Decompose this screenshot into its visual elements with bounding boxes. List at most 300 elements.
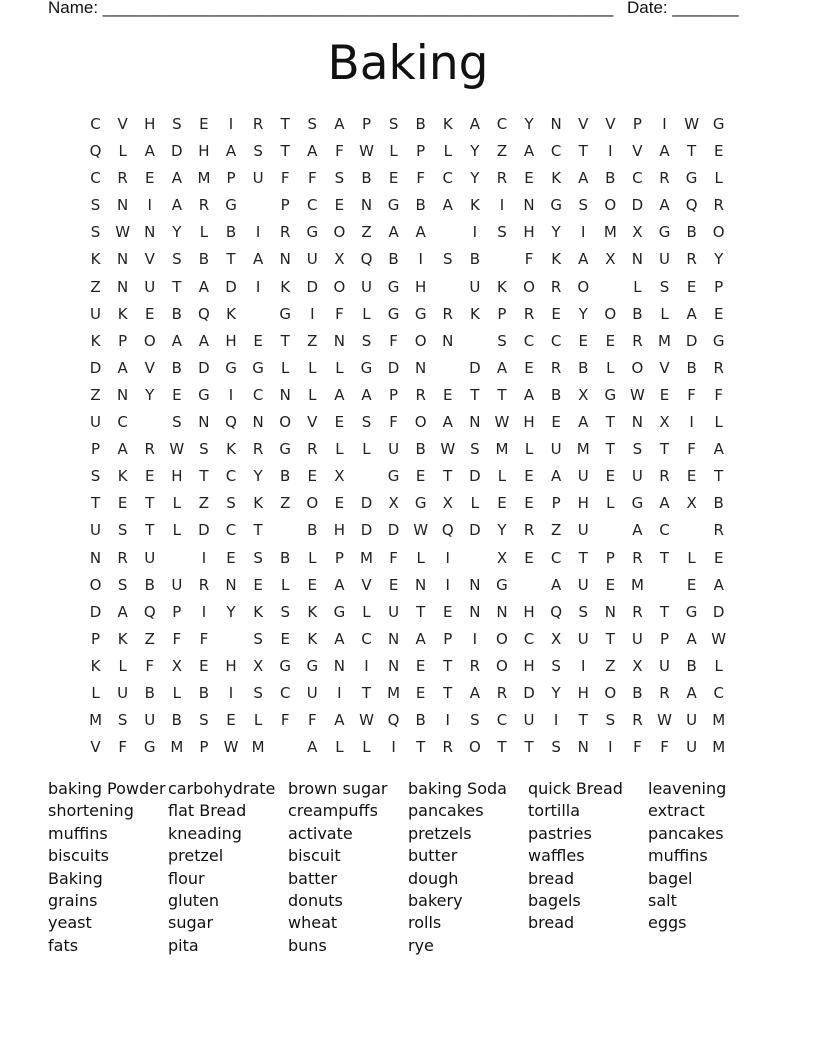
grid-row	[82, 382, 732, 409]
grid-cell: E	[334, 494, 345, 513]
grid-cell: G	[387, 196, 400, 215]
grid-cell: C	[90, 169, 101, 188]
grid-cell: I	[147, 196, 152, 215]
grid-cell: A	[686, 683, 697, 702]
grid-cell: T	[280, 331, 290, 350]
grid-cell	[245, 301, 272, 328]
grid-cell: L	[308, 358, 317, 377]
word-list-item: donuts	[288, 890, 343, 910]
grid-cell: L	[714, 656, 723, 675]
grid-cell: A	[469, 683, 480, 702]
grid-cell: B	[578, 358, 589, 377]
grid-cell: N	[442, 331, 454, 350]
grid-cell: N	[117, 277, 129, 296]
grid-cell: P	[714, 277, 724, 296]
grid-cell: B	[361, 169, 372, 188]
grid-cell: M	[197, 169, 211, 188]
grid-cell: Z	[307, 331, 318, 350]
grid-cell: C	[523, 629, 535, 648]
grid-cell: E	[199, 115, 209, 133]
grid-cell: X	[578, 385, 589, 404]
grid-cell: B	[605, 169, 616, 188]
grid-cell: P	[659, 629, 670, 648]
grid-cell: B	[415, 115, 426, 133]
grid-cell: L	[714, 413, 723, 432]
grid-cell: P	[389, 385, 399, 404]
grid-cell: P	[118, 331, 128, 350]
grid-cell: P	[199, 738, 209, 757]
grid-cell: O	[577, 277, 590, 296]
grid-cell: N	[469, 575, 481, 594]
grid-cell: D	[89, 358, 102, 377]
grid-cell: E	[686, 277, 697, 296]
grid-cell: R	[632, 602, 643, 621]
grid-cell: L	[416, 548, 425, 567]
grid-cell: T	[443, 683, 453, 702]
grid-cell: W	[223, 738, 239, 757]
grid-cell: D	[631, 196, 644, 215]
grid-cell	[272, 734, 299, 761]
grid-cell: A	[117, 440, 128, 459]
grid-cell: A	[361, 385, 372, 404]
grid-cell: F	[172, 629, 182, 648]
grid-cell: W	[684, 115, 700, 133]
grid-cell: U	[388, 602, 400, 621]
grid-cell: V	[605, 115, 616, 133]
word-list-item: bread	[528, 913, 575, 933]
grid-cell: L	[470, 494, 480, 513]
grid-cell: K	[90, 250, 101, 269]
grid-cell: L	[443, 142, 452, 161]
grid-cell: B	[198, 683, 210, 702]
grid-cell	[597, 274, 624, 301]
grid-cell: G	[658, 223, 671, 242]
grid-cell: X	[171, 656, 182, 675]
grid-cell: U	[659, 656, 670, 675]
grid-cell: D	[198, 521, 210, 540]
grid-cell: R	[117, 169, 128, 188]
grid-cell: W	[169, 440, 185, 459]
grid-cell: R	[713, 358, 724, 377]
grid-cell: P	[443, 629, 453, 648]
grid-cell: A	[686, 304, 697, 323]
grid-cell: G	[631, 494, 644, 513]
grid-cell: R	[632, 548, 643, 567]
grid-cell: I	[364, 656, 369, 675]
grid-cell: B	[550, 385, 562, 404]
word-list-item: yeast	[48, 913, 92, 933]
grid-cell: L	[172, 521, 181, 540]
grid-cell: K	[469, 196, 480, 215]
grid-cell: S	[199, 711, 209, 730]
grid-row	[82, 545, 732, 572]
grid-cell: V	[144, 358, 155, 377]
grid-cell: O	[333, 277, 346, 296]
grid-cell: Y	[524, 115, 534, 133]
grid-cell: I	[445, 711, 450, 730]
grid-cell: E	[144, 467, 155, 486]
grid-cell: O	[414, 331, 427, 350]
grid-cell: A	[334, 711, 345, 730]
word-list-item: rolls	[408, 913, 442, 933]
grid-cell: S	[253, 683, 263, 702]
word-list-item: baking Powder	[48, 779, 166, 798]
grid-cell: N	[387, 656, 400, 675]
grid-cell: V	[144, 250, 155, 269]
grid-cell: A	[307, 738, 318, 757]
grid-row	[82, 436, 732, 463]
word-list-item: bagel	[648, 868, 693, 888]
grid-cell: W	[413, 521, 429, 540]
grid-cell: A	[686, 629, 697, 648]
grid-cell: U	[306, 250, 318, 269]
grid-cell: U	[360, 277, 372, 296]
grid-cell: S	[605, 711, 616, 730]
grid-cell: Q	[89, 142, 102, 161]
word-list-item: waffles	[528, 846, 585, 866]
grid-cell: I	[255, 277, 261, 296]
grid-cell: L	[362, 602, 371, 621]
grid-cell: E	[524, 467, 534, 486]
grid-cell: C	[225, 467, 237, 486]
grid-cell: K	[307, 602, 318, 621]
grid-cell: O	[279, 413, 292, 432]
grid-cell: I	[445, 575, 450, 594]
grid-cell: I	[553, 711, 559, 730]
grid-cell: V	[659, 358, 670, 377]
grid-row	[82, 626, 732, 653]
grid-cell: X	[442, 494, 453, 513]
word-list-item: fats	[48, 935, 79, 955]
grid-cell: X	[496, 548, 508, 567]
grid-cell: E	[388, 575, 399, 594]
grid-cell: E	[524, 494, 534, 513]
grid-cell: U	[144, 711, 156, 730]
grid-cell: S	[172, 250, 182, 269]
grid-cell: T	[172, 277, 182, 296]
grid-cell: G	[685, 169, 698, 188]
grid-cell: Y	[470, 169, 480, 188]
grid-cell: R	[307, 440, 318, 459]
grid-cell: K	[90, 656, 101, 675]
grid-cell: N	[415, 358, 427, 377]
grid-cell: X	[632, 223, 643, 242]
grid-cell: A	[551, 467, 562, 486]
grid-cell	[163, 545, 190, 572]
grid-cell: R	[442, 738, 453, 757]
grid-cell: I	[608, 142, 613, 161]
grid-cell: F	[199, 629, 209, 648]
grid-cell: A	[117, 358, 128, 377]
grid-cell: S	[497, 223, 507, 242]
grid-cell: H	[225, 331, 237, 350]
grid-cell: A	[578, 250, 589, 269]
word-list-item: pancakes	[408, 801, 484, 821]
grid-cell: S	[90, 223, 101, 242]
grid-cell: I	[310, 304, 315, 323]
grid-cell: B	[171, 304, 182, 323]
grid-cell: F	[389, 331, 398, 350]
grid-cell: T	[416, 738, 426, 757]
grid-cell: U	[171, 575, 183, 594]
grid-cell: H	[523, 656, 535, 675]
grid-row	[82, 463, 732, 490]
word-list-item: pastries	[528, 823, 592, 843]
grid-cell: F	[307, 169, 317, 188]
grid-cell: Z	[551, 521, 562, 540]
grid-row	[82, 707, 732, 734]
grid-cell: A	[334, 575, 345, 594]
grid-cell: O	[496, 629, 508, 648]
grid-cell: L	[606, 358, 615, 377]
word-list-item: biscuit	[288, 846, 341, 866]
grid-cell: R	[659, 169, 670, 188]
grid-cell: Y	[714, 250, 724, 269]
grid-cell: F	[416, 169, 425, 188]
grid-cell: G	[252, 358, 264, 377]
grid-cell: C	[90, 115, 101, 133]
grid-cell: E	[497, 494, 507, 513]
grid-cell: D	[387, 358, 400, 377]
grid-cell: A	[442, 413, 453, 432]
grid-cell: E	[144, 304, 155, 323]
grid-cell: L	[253, 711, 263, 730]
grid-cell: K	[469, 304, 480, 323]
grid-cell: X	[551, 629, 562, 648]
grid-cell: C	[713, 683, 724, 702]
grid-cell: F	[307, 711, 317, 730]
grid-cell: W	[630, 385, 645, 404]
grid-cell: U	[686, 738, 698, 757]
grid-cell: C	[523, 331, 535, 350]
grid-cell: Q	[225, 413, 237, 432]
grid-cell: O	[604, 683, 617, 702]
grid-cell: T	[90, 494, 101, 513]
grid-cell: G	[685, 602, 698, 621]
grid-cell: E	[226, 548, 236, 567]
grid-cell: B	[415, 440, 426, 459]
grid-cell: O	[333, 223, 346, 242]
grid-cell: Y	[497, 521, 507, 540]
grid-cell: T	[226, 250, 236, 269]
word-list-item: flat Bread	[168, 801, 247, 821]
grid-cell: X	[686, 494, 697, 513]
grid-cell: D	[523, 683, 535, 702]
grid-cell: G	[360, 358, 373, 377]
grid-cell: P	[172, 602, 182, 621]
grid-cell: E	[659, 385, 670, 404]
grid-cell: T	[578, 142, 588, 161]
grid-cell: F	[524, 250, 534, 269]
grid-cell: L	[281, 575, 290, 594]
grid-cell: T	[578, 548, 588, 567]
grid-cell: L	[606, 494, 615, 513]
grid-cell: N	[144, 223, 156, 242]
grid-cell: C	[496, 711, 508, 730]
letter-grid	[82, 111, 732, 761]
grid-cell	[245, 192, 272, 219]
grid-cell: N	[333, 331, 345, 350]
grid-cell: Y	[145, 385, 155, 404]
grid-cell: F	[687, 440, 696, 459]
word-list-item: rye	[408, 935, 434, 955]
grid-cell: N	[631, 413, 644, 432]
grid-cell: Z	[496, 142, 508, 161]
grid-cell: T	[659, 548, 670, 567]
grid-cell: L	[660, 304, 669, 323]
grid-cell: N	[252, 413, 264, 432]
grid-cell: S	[388, 115, 399, 133]
grid-cell: O	[631, 358, 644, 377]
grid-cell: F	[145, 656, 155, 675]
grid-cell: X	[659, 413, 670, 432]
grid-cell	[461, 545, 488, 572]
grid-cell: G	[712, 331, 725, 350]
grid-cell: L	[362, 440, 371, 459]
grid-cell	[461, 328, 488, 355]
grid-cell: K	[280, 277, 291, 296]
grid-cell: R	[632, 331, 643, 350]
grid-cell: N	[469, 413, 481, 432]
grid-cell: Z	[144, 629, 155, 648]
grid-cell: B	[171, 711, 182, 730]
grid-cell: K	[117, 467, 128, 486]
grid-cell: M	[89, 711, 103, 730]
grid-row	[82, 680, 732, 707]
grid-cell: F	[335, 142, 344, 161]
grid-cell: S	[659, 277, 670, 296]
grid-cell: U	[523, 711, 535, 730]
word-list-item: buns	[288, 935, 327, 955]
grid-cell: P	[334, 548, 344, 567]
word-list-item: creampuffs	[288, 801, 378, 821]
grid-cell: Q	[441, 521, 454, 540]
grid-row	[82, 301, 732, 328]
grid-cell: S	[497, 331, 507, 350]
grid-cell: D	[685, 331, 698, 350]
grid-cell: S	[578, 196, 588, 215]
grid-cell: B	[171, 358, 182, 377]
grid-cell: N	[225, 575, 237, 594]
grid-cell: B	[144, 683, 155, 702]
grid-cell: S	[117, 521, 128, 540]
grid-cell: S	[199, 440, 209, 459]
grid-cell: A	[659, 494, 670, 513]
word-list-item: kneading	[168, 823, 242, 843]
grid-cell: A	[578, 413, 589, 432]
grid-cell: G	[306, 656, 319, 675]
grid-cell: Z	[198, 494, 210, 513]
grid-cell: Y	[172, 223, 182, 242]
grid-cell: K	[117, 304, 128, 323]
grid-cell: T	[145, 494, 155, 513]
grid-cell: R	[713, 521, 724, 540]
grid-cell: A	[415, 223, 426, 242]
grid-cell: S	[551, 656, 561, 675]
grid-cell: N	[198, 413, 210, 432]
grid-cell: W	[711, 629, 727, 648]
grid-cell: M	[576, 440, 590, 459]
grid-cell: H	[198, 142, 210, 161]
grid-cell: S	[470, 440, 480, 459]
grid-cell: S	[280, 602, 290, 621]
grid-cell: X	[605, 250, 616, 269]
grid-cell: E	[605, 575, 616, 594]
grid-cell: F	[280, 711, 290, 730]
grid-cell: I	[228, 115, 234, 133]
grid-cell: C	[550, 548, 562, 567]
grid-cell: K	[497, 277, 507, 296]
grid-cell: A	[388, 223, 399, 242]
grid-cell: R	[686, 250, 697, 269]
grid-cell: G	[279, 440, 292, 459]
grid-cell: L	[633, 277, 642, 296]
grid-cell: R	[252, 115, 264, 133]
grid-cell: A	[198, 277, 210, 296]
grid-cell: T	[145, 521, 155, 540]
grid-cell: T	[605, 440, 615, 459]
grid-cell: T	[280, 142, 290, 161]
grid-cell: A	[713, 575, 724, 594]
grid-cell: L	[172, 494, 181, 513]
grid-cell: R	[550, 358, 562, 377]
grid-cell: I	[472, 629, 478, 648]
grid-cell: C	[659, 521, 670, 540]
grid-cell: N	[360, 196, 373, 215]
grid-row	[82, 517, 732, 544]
grid-cell: H	[225, 656, 237, 675]
grid-cell: B	[632, 683, 643, 702]
grid-cell: B	[469, 250, 480, 269]
grid-cell: V	[578, 115, 589, 133]
grid-cell: E	[713, 142, 724, 161]
grid-cell: C	[279, 683, 291, 702]
grid-cell: O	[523, 277, 535, 296]
grid-cell: D	[360, 521, 373, 540]
grid-cell: C	[225, 521, 237, 540]
word-list-item: Baking	[48, 868, 103, 888]
grid-cell: A	[144, 142, 155, 161]
grid-row	[82, 409, 732, 436]
grid-cell: G	[225, 196, 237, 215]
grid-cell: O	[604, 304, 617, 323]
word-list-item: biscuits	[48, 846, 109, 866]
grid-cell: N	[333, 656, 345, 675]
grid-cell: U	[577, 629, 589, 648]
grid-cell: F	[280, 169, 290, 188]
grid-cell	[597, 517, 624, 544]
grid-cell: C	[632, 169, 643, 188]
grid-cell: G	[143, 738, 156, 757]
grid-cell: E	[713, 304, 724, 323]
grid-cell: E	[334, 196, 345, 215]
grid-cell: A	[307, 142, 318, 161]
grid-cell: E	[226, 711, 236, 730]
grid-cell: N	[496, 602, 508, 621]
grid-cell: G	[387, 304, 400, 323]
grid-cell: R	[550, 277, 562, 296]
grid-cell: S	[361, 413, 372, 432]
grid-cell: A	[713, 440, 724, 459]
grid-cell: W	[359, 142, 374, 161]
grid-cell: F	[660, 738, 669, 757]
grid-cell: D	[306, 277, 319, 296]
grid-cell: O	[468, 738, 481, 757]
grid-cell: L	[335, 738, 344, 757]
grid-cell: A	[415, 629, 426, 648]
grid-cell: O	[143, 331, 156, 350]
grid-cell: R	[469, 656, 481, 675]
